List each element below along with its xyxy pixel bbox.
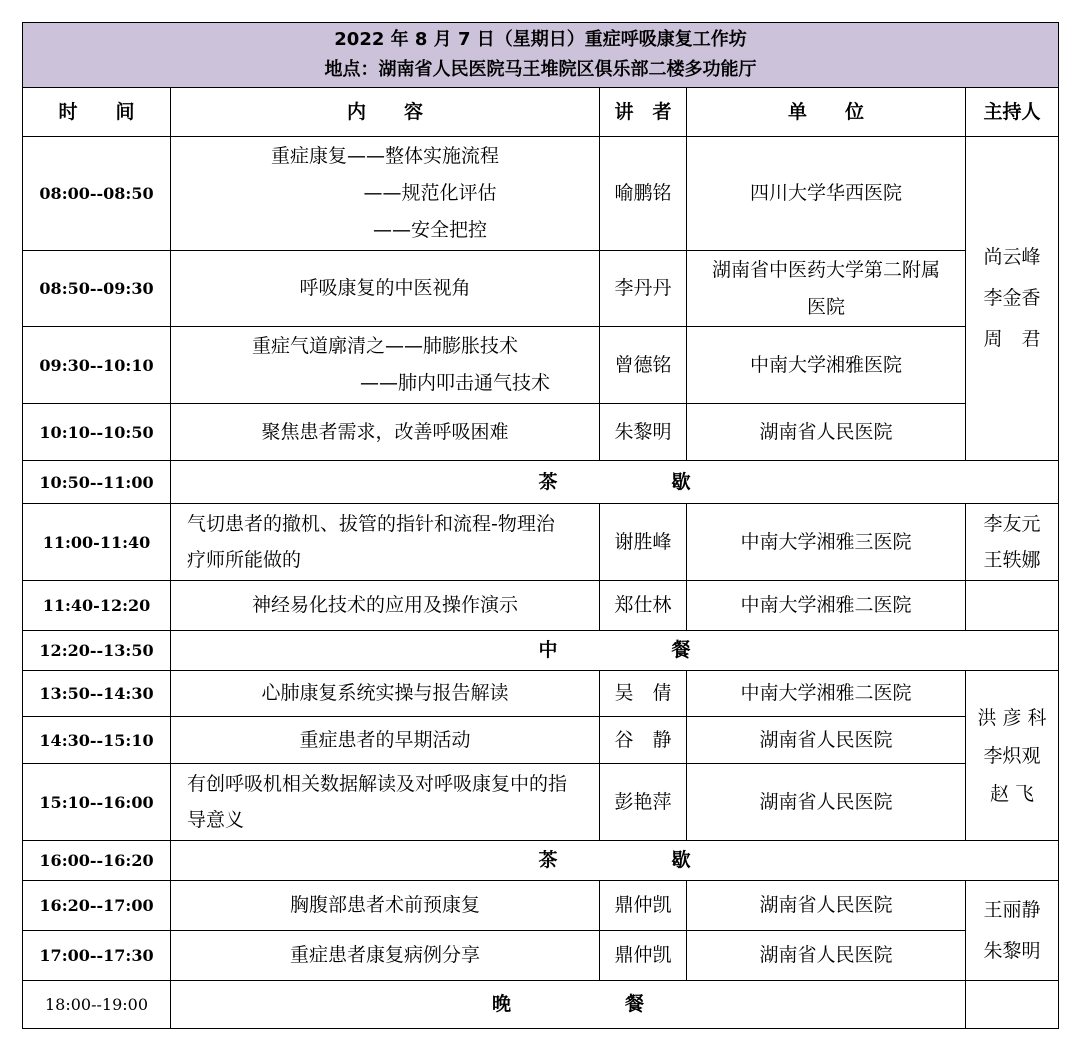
content-cell: 呼吸康复的中医视角 [171,251,600,327]
time-cell: 10:10--10:50 [23,404,171,461]
unit-cell: 湖南省人民医院 [687,717,966,764]
title-cell [23,23,1059,88]
table-row [23,461,1059,504]
time-cell: 17:00--17:30 [23,931,171,981]
time-cell: 09:30--10:10 [23,327,171,404]
speaker-cell: 鼎仲凯 [600,931,687,981]
header-speaker: 讲 者 [600,88,687,137]
time-cell: 13:50--14:30 [23,671,171,717]
host-name: 尚云峰 [983,246,1041,268]
time-cell: 14:30--15:10 [23,717,171,764]
table-row [23,881,1059,931]
unit-cell: 中南大学湘雅二医院 [687,581,966,631]
host-cell [966,671,1059,841]
content-cell: 心肺康复系统实操与报告解读 [171,671,600,717]
content-line: ——肺内叩击通气技术 [359,372,550,394]
table-row [23,671,1059,717]
time-cell: 16:00--16:20 [23,841,171,881]
host-cell-empty [966,581,1059,631]
title-line-2: 地点：湖南省人民医院马王堆院区俱乐部二楼多功能厅 [324,59,757,80]
content-cell: 重症患者康复病例分享 [171,931,600,981]
content-cell: 聚焦患者需求，改善呼吸困难 [171,404,600,461]
unit-cell: 湖南省人民医院 [687,881,966,931]
content-line: 气切患者的撤机、拔管的指针和流程-物理治 [187,513,555,535]
unit-cell: 中南大学湘雅三医院 [687,504,966,581]
table-row [23,251,1059,327]
speaker-cell: 彭艳萍 [600,764,687,841]
table-row [23,841,1059,881]
speaker-cell: 谢胜峰 [600,504,687,581]
content-line: ——规范化评估 [363,182,497,204]
speaker-cell: 喻鹏铭 [600,137,687,251]
content-line: 重症康复——整体实施流程 [270,145,499,167]
time-cell: 11:40-12:20 [23,581,171,631]
host-cell [966,137,1059,461]
break-cell: 茶 歇 [171,841,1059,881]
schedule-table [22,22,1059,1029]
header-content: 内 容 [171,88,600,137]
table-row [23,764,1059,841]
speaker-cell: 鼎仲凯 [600,881,687,931]
content-line: 重症气道廓清之——肺膨胀技术 [251,335,518,357]
time-cell: 11:00-11:40 [23,504,171,581]
content-line: 导意义 [187,809,245,831]
title-row [23,23,1059,88]
content-line: 疗师所能做的 [187,549,302,571]
table-row [23,631,1059,671]
break-cell: 晚 餐 [171,981,966,1029]
speaker-cell: 朱黎明 [600,404,687,461]
host-name: 李友元 [983,513,1041,535]
table-row [23,981,1059,1029]
header-row [23,88,1059,137]
title-line-1: 2022 年 8 月 7 日（星期日）重症呼吸康复工作坊 [334,29,747,50]
header-host: 主持人 [966,88,1059,137]
host-name: 李炽观 [983,744,1041,767]
host-name: 李金香 [983,287,1041,309]
time-cell: 15:10--16:00 [23,764,171,841]
content-cell [171,764,600,841]
content-cell: 胸腹部患者术前预康复 [171,881,600,931]
unit-line: 湖南省中医药大学第二附属 [711,258,940,281]
host-cell-empty [966,981,1059,1029]
break-cell: 茶 歇 [171,461,1059,504]
speaker-cell: 李丹丹 [600,251,687,327]
unit-cell: 湖南省人民医院 [687,404,966,461]
host-name: 洪 彦 科 [977,706,1047,729]
unit-cell: 中南大学湘雅二医院 [687,671,966,717]
header-unit: 单 位 [687,88,966,137]
break-cell: 中 餐 [171,631,1059,671]
time-cell: 08:50--09:30 [23,251,171,327]
unit-line: 医院 [806,295,845,318]
speaker-cell: 曾德铭 [600,327,687,404]
speaker-cell: 吴 倩 [600,671,687,717]
time-cell: 18:00--19:00 [23,981,171,1029]
content-cell: 神经易化技术的应用及操作演示 [171,581,600,631]
host-name: 周 君 [983,328,1041,350]
host-cell [966,881,1059,981]
content-line: 有创呼吸机相关数据解读及对呼吸康复中的指 [187,773,568,795]
unit-cell [687,251,966,327]
speaker-cell: 郑仕林 [600,581,687,631]
header-time: 时 间 [23,88,171,137]
content-cell [171,327,600,404]
time-cell: 08:00--08:50 [23,137,171,251]
time-cell: 12:20--13:50 [23,631,171,671]
content-cell [171,504,600,581]
time-cell: 16:20--17:00 [23,881,171,931]
content-cell [171,137,600,251]
unit-cell: 湖南省人民医院 [687,764,966,841]
host-name: 朱黎明 [983,939,1041,962]
host-name: 王丽静 [983,898,1041,921]
unit-cell: 湖南省人民医院 [687,931,966,981]
content-line: ——安全把控 [372,219,487,241]
table-row [23,581,1059,631]
table-row [23,404,1059,461]
table-row [23,504,1059,581]
time-cell: 10:50--11:00 [23,461,171,504]
table-row [23,931,1059,981]
host-name: 赵 飞 [989,782,1035,805]
table-row [23,327,1059,404]
host-cell [966,504,1059,581]
speaker-cell: 谷 静 [600,717,687,764]
unit-cell: 四川大学华西医院 [687,137,966,251]
unit-cell: 中南大学湘雅医院 [687,327,966,404]
content-cell: 重症患者的早期活动 [171,717,600,764]
host-name: 王轶娜 [983,549,1041,571]
table-row [23,137,1059,251]
table-row [23,717,1059,764]
